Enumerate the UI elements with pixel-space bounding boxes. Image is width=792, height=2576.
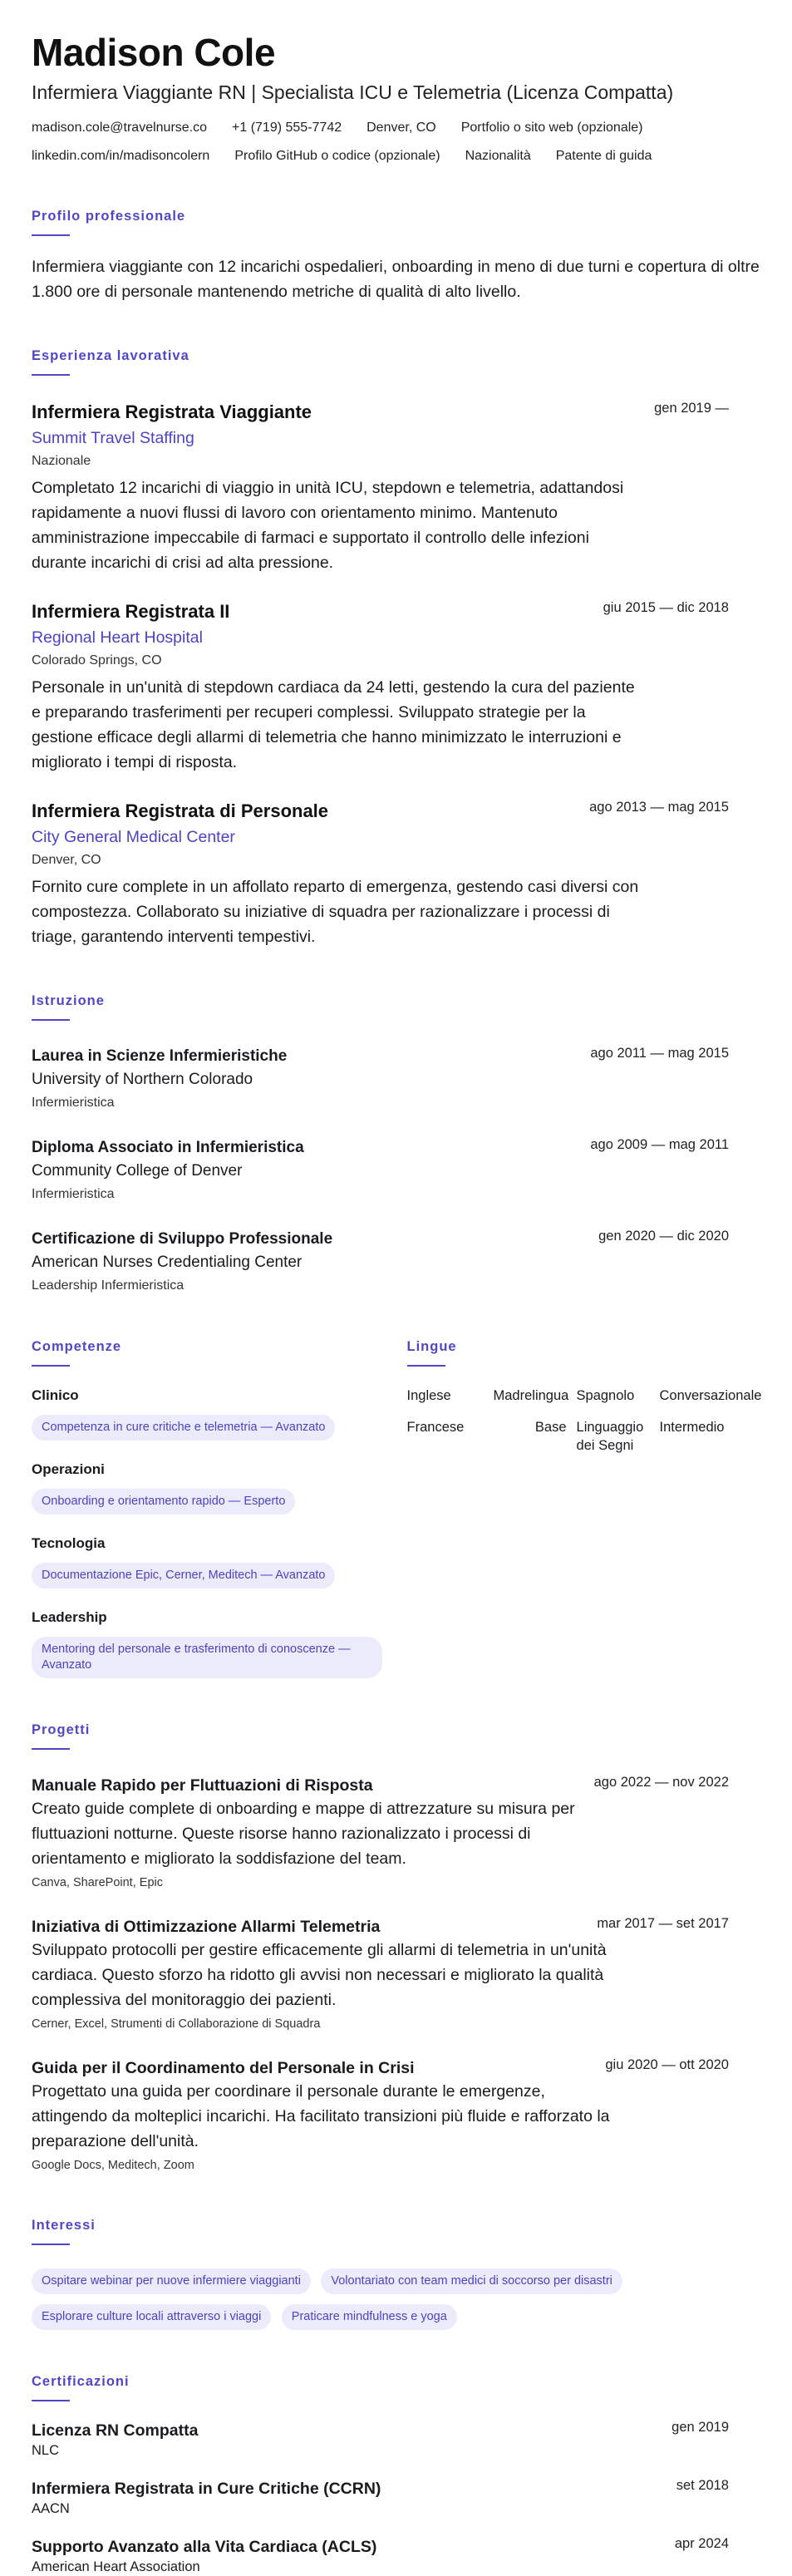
job-location: Denver, CO bbox=[32, 853, 101, 867]
education-degree: Diploma Associato in Infermieristica bbox=[32, 1139, 304, 1156]
candidate-headline: Infermiera Viaggiante RN | Specialista ICU e Telemetria (Licenza Compatta) bbox=[32, 81, 674, 103]
languages-grid bbox=[407, 1387, 760, 1455]
languages-section bbox=[407, 1338, 760, 1678]
project-title: Iniziativa di Ottimizzazione Allarmi Telemetria bbox=[32, 1918, 381, 1936]
contact-github[interactable]: Profilo GitHub o codice (opzionale) bbox=[234, 149, 440, 163]
job-entry bbox=[32, 600, 760, 775]
certification-entry bbox=[32, 2536, 760, 2576]
job-date: gen 2019 — bbox=[654, 401, 729, 416]
language-name: Spagnolo bbox=[576, 1388, 635, 1403]
education-field: Leadership Infermieristica bbox=[32, 1278, 184, 1293]
job-title: Infermiera Registrata Viaggiante bbox=[32, 401, 312, 422]
skill-chip: Competenza in cure critiche e telemetria — Avanzato bbox=[32, 1415, 335, 1441]
job-location: Nazionale bbox=[32, 454, 91, 468]
education-entry bbox=[32, 1046, 760, 1112]
education-school: University of Northern Colorado bbox=[32, 1071, 253, 1088]
project-tech: Cerner, Excel, Strumenti di Collaborazione di Squadra bbox=[32, 2017, 321, 2031]
project-tech: Google Docs, Meditech, Zoom bbox=[32, 2159, 194, 2172]
job-title: Infermiera Registrata II bbox=[32, 601, 230, 622]
project-date: mar 2017 — set 2017 bbox=[597, 1916, 729, 1931]
project-description: Creato guide complete di onboarding e mappe di attrezzature su misura per fluttuazioni notturne. Queste risorse hanno razionalizzato i processi di orientamento e migliorato la soddisfazione del team. bbox=[32, 1800, 575, 1868]
certification-name: Licenza RN Compatta bbox=[32, 2421, 199, 2440]
job-company: Regional Heart Hospital bbox=[32, 628, 203, 647]
section-divider bbox=[407, 1365, 445, 1367]
skill-chip: Onboarding e orientamento rapido — Esperto bbox=[32, 1489, 295, 1515]
certification-date: apr 2024 bbox=[674, 2536, 729, 2551]
candidate-name: Madison Cole bbox=[32, 31, 276, 74]
resume-header bbox=[32, 30, 760, 165]
section-title: Certificazioni bbox=[32, 2374, 130, 2389]
education-school: American Nurses Credentialing Center bbox=[32, 1254, 303, 1271]
section-divider bbox=[32, 2244, 70, 2245]
education-entry bbox=[32, 1229, 760, 1295]
skills-languages-row bbox=[32, 1338, 760, 1678]
certification-date: gen 2019 bbox=[671, 2420, 729, 2435]
certification-issuer: AACN bbox=[32, 2501, 70, 2516]
certification-entry bbox=[32, 2478, 760, 2518]
section-divider bbox=[32, 1365, 70, 1367]
interests-section bbox=[32, 2217, 760, 2330]
contact-phone[interactable]: +1 (719) 555-7742 bbox=[232, 121, 342, 135]
contact-list bbox=[32, 120, 763, 165]
project-tech: Canva, SharePoint, Epic bbox=[32, 1876, 163, 1889]
skills-section bbox=[32, 1338, 407, 1678]
certification-date: set 2018 bbox=[676, 2478, 729, 2493]
language-level: Madrelingua bbox=[493, 1388, 569, 1403]
project-entry bbox=[32, 2057, 760, 2174]
interest-chip: Ospitare webinar per nuove infermiere viaggianti bbox=[32, 2268, 311, 2294]
certification-name: Infermiera Registrata in Cure Critiche (CCRN) bbox=[32, 2480, 381, 2498]
project-entry bbox=[32, 1775, 760, 1891]
summary-section bbox=[32, 208, 760, 304]
language-name: Inglese bbox=[406, 1388, 451, 1403]
education-degree: Laurea in Scienze Infermieristiche bbox=[32, 1047, 288, 1065]
project-date: giu 2020 — ott 2020 bbox=[605, 2057, 729, 2072]
certification-issuer: American Heart Association bbox=[32, 2559, 200, 2574]
education-field: Infermieristica bbox=[32, 1096, 115, 1110]
certifications-section bbox=[32, 2373, 760, 2576]
education-field: Infermieristica bbox=[32, 1187, 115, 1201]
language-level: Intermedio bbox=[659, 1420, 725, 1435]
job-company: City General Medical Center bbox=[32, 828, 235, 846]
section-title: Progetti bbox=[32, 1722, 91, 1737]
section-title: Interessi bbox=[32, 2218, 96, 2233]
project-description: Sviluppato protocolli per gestire efficacemente gli allarmi di telemetria in un'unità cardiaca. Questo sforzo ha ridotto gli avvisi non necessari e migliorato la qualità complessiva del monitoraggio dei pazienti. bbox=[32, 1941, 607, 2009]
experience-section bbox=[32, 347, 760, 949]
interest-chip: Esplorare culture locali attraverso i viaggi bbox=[32, 2304, 271, 2330]
section-title: Esperienza lavorativa bbox=[32, 348, 189, 363]
job-date: ago 2013 — mag 2015 bbox=[589, 800, 729, 815]
contact-driving-license: Patente di guida bbox=[555, 149, 652, 163]
education-date: ago 2009 — mag 2011 bbox=[590, 1137, 729, 1152]
section-title: Profilo professionale bbox=[32, 209, 186, 224]
contact-email[interactable]: madison.cole@travelnurse.co bbox=[32, 121, 208, 135]
project-title: Manuale Rapido per Fluttuazioni di Risposta bbox=[32, 1776, 373, 1795]
section-divider bbox=[32, 2400, 70, 2401]
section-title: Competenze bbox=[32, 1339, 122, 1354]
project-description: Progettato una guida per coordinare il personale durante le emergenze, attingendo da molteplici incarichi. Ha facilitato transizioni più fluide e rafforzato la preparazione dell'unità. bbox=[32, 2082, 610, 2150]
contact-linkedin[interactable]: linkedin.com/in/madisoncolern bbox=[32, 149, 210, 163]
certification-entry bbox=[32, 2420, 760, 2460]
certification-name: Supporto Avanzato alla Vita Cardiaca (ACLS) bbox=[32, 2538, 377, 2556]
job-description: Personale in un'unità di stepdown cardiaca da 24 letti, gestendo la cura del paziente e preparando trasferimenti per recuperi complessi. Sviluppato strategie per la gestione efficace degli allarmi di telemetria che hanno minimizzato le interruzioni e migliorato i tempi di risposta. bbox=[32, 678, 635, 771]
section-title: Lingue bbox=[406, 1339, 457, 1354]
section-divider bbox=[32, 374, 70, 376]
job-location: Colorado Springs, CO bbox=[32, 653, 162, 667]
interest-chip: Volontariato con team medici di soccorso per disastri bbox=[321, 2268, 622, 2294]
project-entry bbox=[32, 1916, 760, 2032]
contact-location: Denver, CO bbox=[366, 121, 436, 135]
projects-section bbox=[32, 1721, 760, 2174]
contact-portfolio[interactable]: Portfolio o sito web (opzionale) bbox=[460, 121, 643, 135]
language-name: Linguaggio dei Segni bbox=[576, 1420, 644, 1453]
job-company: Summit Travel Staffing bbox=[32, 429, 194, 447]
certification-issuer: NLC bbox=[32, 2443, 60, 2458]
section-divider bbox=[32, 1748, 70, 1750]
job-description: Fornito cure complete in un affollato reparto di emergenza, gestendo casi diversi con compostezza. Collaborato su iniziative di squadra per razionalizzare i processi di triage, garantendo interventi tempestivi. bbox=[32, 878, 639, 946]
education-date: gen 2020 — dic 2020 bbox=[598, 1229, 729, 1244]
interest-chip: Praticare mindfulness e yoga bbox=[282, 2304, 457, 2330]
interests-list bbox=[32, 2258, 763, 2330]
skill-chip: Mentoring del personale e trasferimento di conoscenze — Avanzato bbox=[32, 1637, 382, 1678]
summary-text: Infermiera viaggiante con 12 incarichi ospedalieri, onboarding in meno di due turni e copertura di oltre 1.800 ore di personale mantenendo metriche di qualità di alto livello. bbox=[32, 258, 760, 301]
section-divider bbox=[32, 1019, 70, 1021]
project-date: ago 2022 — nov 2022 bbox=[593, 1775, 729, 1790]
education-degree: Certificazione di Sviluppo Professionale bbox=[32, 1230, 333, 1248]
section-title: Istruzione bbox=[32, 993, 105, 1008]
contact-nationality: Nazionalità bbox=[465, 149, 531, 163]
job-description: Completato 12 incarichi di viaggio in unità ICU, stepdown e telemetria, adattandosi rapidamente a nuovi flussi di lavoro con orientamento minimo. Mantenuto amministrazione impeccabile di farmaci e supportato il controllo delle infezioni durante incarichi di crisi ad alta pressione. bbox=[32, 479, 624, 572]
section-divider bbox=[32, 234, 70, 236]
job-entry bbox=[32, 800, 760, 949]
language-name: Francese bbox=[406, 1420, 465, 1435]
education-entry bbox=[32, 1137, 760, 1204]
project-title: Guida per il Coordinamento del Personale in Crisi bbox=[32, 2059, 415, 2077]
job-date: giu 2015 — dic 2018 bbox=[603, 600, 729, 615]
education-date: ago 2011 — mag 2015 bbox=[590, 1046, 729, 1061]
education-section bbox=[32, 992, 760, 1295]
skill-category: Tecnologia bbox=[32, 1535, 106, 1551]
job-entry bbox=[32, 401, 760, 575]
skill-chip: Documentazione Epic, Cerner, Meditech — Avanzato bbox=[32, 1563, 335, 1588]
skill-category: Clinico bbox=[32, 1387, 79, 1403]
skill-category: Operazioni bbox=[32, 1461, 105, 1477]
education-school: Community College of Denver bbox=[32, 1162, 243, 1180]
job-title: Infermiera Registrata di Personale bbox=[32, 800, 329, 821]
language-level: Base bbox=[534, 1420, 567, 1435]
language-level: Conversazionale bbox=[659, 1388, 762, 1403]
skill-category: Leadership bbox=[32, 1609, 107, 1625]
